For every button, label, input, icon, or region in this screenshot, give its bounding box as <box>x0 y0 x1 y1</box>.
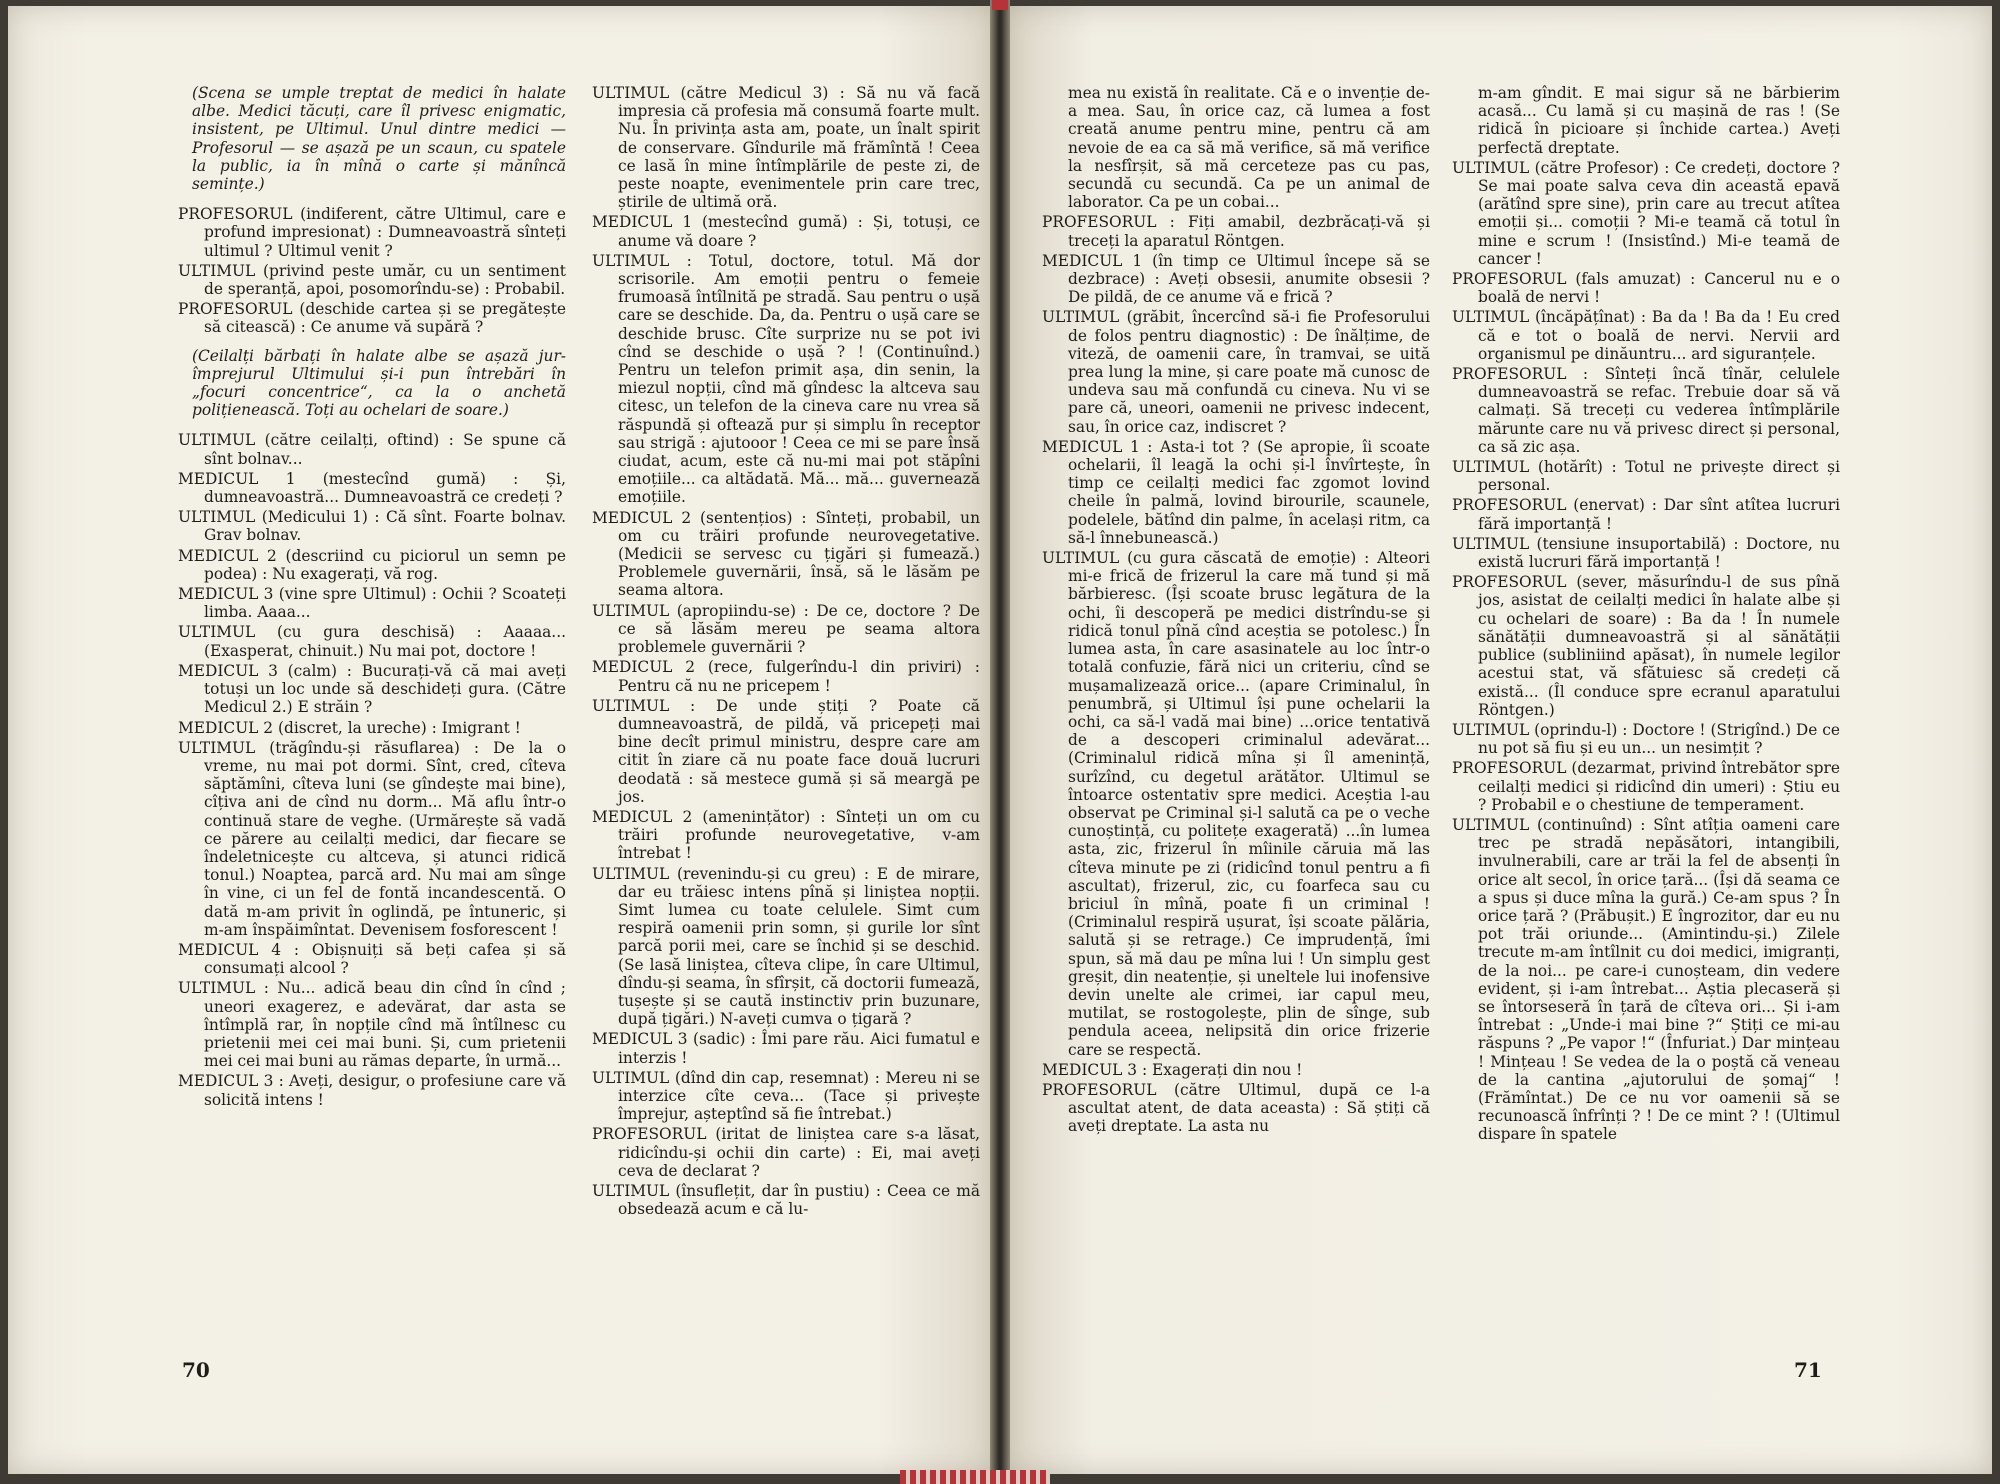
dialogue-line: ULTIMUL (cu gura deschisă) : Aaaaa... (Exasperat, chinuit.) Nu mai pot, doctore ! <box>178 623 566 660</box>
dialogue-line: PROFESORUL (dezarmat, privind întrebător spre ceilalți medici și ridicînd din umeri) : Știu eu ? Probabil e o chestiune de temperament. <box>1452 759 1840 814</box>
dialogue-line: ULTIMUL (către Medicul 3) : Să nu vă facă impresia că profesia mă consumă foarte mult. Nu. În privința asta am, poate, un înalt spirit de conservare. Gîndurile mă frămîntă ! Ceea ce lasă în mine întîmplările de peste zi, de peste noapte, evenimentele prin care trec, știrile de ultimă oră. <box>592 84 980 212</box>
dialogue-line: PROFESORUL (fals amuzat) : Cancerul nu e o boală de nervi ! <box>1452 270 1840 307</box>
dialogue-line: MEDICUL 2 (descriind cu piciorul un semn pe podea) : Nu exagerați, vă rog. <box>178 546 566 583</box>
dialogue-line: PROFESORUL (deschide cartea și se pregătește să citească) : Ce anume vă supără ? <box>178 300 566 337</box>
dialogue-line: ULTIMUL (către Profesor) : Ce credeți, doctore ? Se mai poate salva ceva din această epavă (arătînd spre sine), prin care au trecut atîtea emoții și... comoții ? Mi-e teamă că totul în mine e scrum ! (Insistînd.) Mi-e teamă de cancer ! <box>1452 158 1840 268</box>
dialogue-line: mea nu există în realitate. Că e o invenție de-a mea. Sau, în orice caz, că lumea a fost creată anume pentru mine, pentru că am nevoie de ea ca să mă verifice, să mă verifice la nesfîrșit, să mă cerceteze pas cu pas, secundă cu secundă. Ca pe un animal de laborator. Ca pe un cobai... <box>1068 84 1430 212</box>
dialogue-line: ULTIMUL (oprindu-l) : Doctore ! (Strigînd.) De ce nu pot să fiu și eu un... un nesimțit ? <box>1452 720 1840 758</box>
headband-bottom <box>900 1470 1050 1484</box>
dialogue-line: PROFESORUL (sever, măsurîndu-l de sus pînă jos, asistat de ceilalți medici în halate albe și cu ochelari de soare) : Ba da ! În numele sănătății dumneavoastră și al sănătății publice (subliniind apăsat), în numele legilor acestui stat, vă sfătuiesc să credeți că există... (Îl conduce spre ecranul aparatului Röntgen.) <box>1452 573 1840 719</box>
dialogue-line: PROFESORUL : Fiți amabil, dezbrăcați-vă și treceți la aparatul Röntgen. <box>1042 213 1430 250</box>
dialogue-line: ULTIMUL (dînd din cap, resemnat) : Mereu ni se interzice cîte ceva... (Tace și privește împrejur, așteptînd să fie întrebat.) <box>592 1068 980 1124</box>
left-page <box>8 6 996 1474</box>
dialogue-line: MEDICUL 1 (în timp ce Ultimul începe să se dezbrace) : Aveți obsesii, anumite obsesii ? De pildă, de ce anume vă e frică ? <box>1042 251 1430 307</box>
page-number-left: 70 <box>182 1358 210 1382</box>
stage-direction: (Ceilalți bărbați în halate albe se așază jur-împrejurul Ultimului și-i pun întrebări în „focuri concentrice“, ca la o anchetă polițienească. Toți au ochelari de soare.) <box>192 346 566 420</box>
dialogue-line: ULTIMUL (încăpățînat) : Ba da ! Ba da ! Eu cred că e tot o boală de nervi. Nervii ard organismul pe dinăuntru... ard siguranțele. <box>1452 308 1840 363</box>
dialogue-line: MEDICUL 2 (sentențios) : Sînteți, probabil, un om cu trăiri profunde neurovegetative. (Medicii se servesc cu țigări și fumează.) Problemele guvernării, însă, să le lăsăm pe seama altora. <box>592 508 980 600</box>
dialogue-line: ULTIMUL (revenindu-și cu greu) : E de mirare, dar eu trăiesc intens pînă și liniștea nopții. Simt lumea cu toate celulele. Simt cum respiră oamenii prin somn, și gurile lor sînt parcă porii mei, care se închid și se deschid. (Se lasă liniștea, cîteva clipe, în care Ultimul, dîndu-și seama, în sfîrșit, că doctorii fumează, tușește și se caută instinctiv prin buzunare, după țigări.) N-aveți cumva o țigară ? <box>592 864 980 1029</box>
dialogue-line: m-am gîndit. E mai sigur să ne bărbierim acasă... Cu lamă și cu mașină de ras ! (Se ridică în picioare și închide cartea.) Aveți perfectă dreptate. <box>1478 84 1840 157</box>
dialogue-line: MEDICUL 2 (discret, la ureche) : Imigrant ! <box>178 718 521 737</box>
column-2 <box>592 84 980 1220</box>
dialogue-line: PROFESORUL (enervat) : Dar sînt atîtea lucruri fără importanță ! <box>1452 496 1840 533</box>
dialogue-line: PROFESORUL : Sînteți încă tînăr, celulele dumneavoastră se refac. Trebuie doar să vă calmați. Să treceți cu vederea întîmplările mărunte care nu vă privesc direct și personal, ca să zic așa. <box>1452 365 1840 456</box>
dialogue-line: MEDICUL 1 : Asta-i tot ? (Se apropie, îi scoate ochelarii, îl leagă la ochi și-l învîrtește, în timp ce ceilalți medici fac zgomot lovind cheile în palmă, lovind birourile, scaunele, podelele, bătînd din palme, în același ritm, ca să-l înnebunească.) <box>1042 437 1430 547</box>
dialogue-line: MEDICUL 1 (mestecînd gumă) : Și, totuși, ce anume vă doare ? <box>592 213 980 250</box>
column-4 <box>1452 84 1840 1146</box>
dialogue-line: MEDICUL 2 (amenințător) : Sînteți un om cu trăiri profunde neurovegetative, v-am întrebat ! <box>592 807 980 863</box>
dialogue-line: ULTIMUL : Nu... adică beau din cînd în cînd ; uneori exagerez, e adevărat, dar asta se întîmplă rar, în nopțile cînd mă întîlnesc cu prietenii mei cei mai buni. Și, cum prietenii mei cei mai buni au rămas departe, în urmă... <box>178 979 566 1071</box>
dialogue-line: ULTIMUL (Medicului 1) : Că sînt. Foarte bolnav. Grav bolnav. <box>178 508 566 545</box>
book-gutter <box>990 0 1010 1484</box>
dialogue-line: PROFESORUL (iritat de liniștea care s-a lăsat, ridicîndu-și ochii din carte) : Ei, mai aveți ceva de declarat ? <box>592 1125 980 1180</box>
dialogue-line: MEDICUL 3 (sadic) : Îmi pare rău. Aici fumatul e interzis ! <box>592 1030 980 1067</box>
dialogue-line: ULTIMUL (grăbit, încercînd să-i fie Profesorului de folos pentru diagnostic) : De înălțime, de viteză, de oamenii care, în tramvai, se uită prea lung la mine, și care poate mă cunosc de undeva sau mă confundă cu cineva. Nu vi se pare că, uneori, oamenii ne privesc indecent, sau, în orice caz, indiscret ? <box>1042 308 1430 436</box>
dialogue-line: ULTIMUL (privind peste umăr, cu un sentiment de speranță, apoi, posomorîndu-se) : Probabil. <box>178 261 566 299</box>
dialogue-line: ULTIMUL : Totul, doctore, totul. Mă dor scrisorile. Am emoții pentru o femeie frumoasă întîlnită pe stradă. Sau pentru o ușă care se deschide. Da, da. Pentru o ușă care se deschide brusc. Cîte surprize nu se pot ivi cînd se deschide o ușă ? ! (Continuînd.) Pentru un telefon primit așa, din senin, la miezul nopții, cînd mă gîndesc la altceva sau citesc, un telefon de la cineva care nu vrea să răspundă și oftează pur și simplu în receptor sau strigă : ajutooor ! Ceea ce mi se pare însă ciudat, acum, este că nu-mi mai pot stăpîni emoțiile... ca altădată. Mă... mă... guvernează emoțiile. <box>592 251 980 507</box>
column-3 <box>1042 84 1430 1138</box>
dialogue-line: MEDICUL 3 (calm) : Bucurați-vă că mai aveți totuși un loc unde să deschideți gura. (Către Medicul 2.) E străin ? <box>178 661 566 717</box>
column-1 <box>178 84 566 1111</box>
dialogue-line: ULTIMUL (apropiindu-se) : De ce, doctore ? De ce să lăsăm mereu pe seama altora problemele guvernării ? <box>592 601 980 657</box>
dialogue-line: ULTIMUL : De unde știți ? Poate că dumneavoastră, de pildă, vă pricepeți mai bine decît primul ministru, despre care am citit în ziare că nu poate face două lucruri deodată : să mestece gumă și să meargă pe jos. <box>592 696 980 806</box>
dialogue-line: ULTIMUL (trăgîndu-și răsuflarea) : De la o vreme, nu mai pot dormi. Sînt, cred, cîteva săptămîni, cîteva luni (se gîndește mai bine), cîțiva ani de cînd nu dorm... Mă aflu într-o continuă stare de veghe. (Urmărește să vadă ce părere au ceilalți medici, dar fiecare se îndeletnicește cu altceva, și atunci ridică tonul.) Noaptea, parcă ard. Nu mai am sînge în vine, ci un fel de fontă incandescentă. O dată m-am privit în oglindă, pe întuneric, și m-am înspăimîntat. Devenisem fosforescent ! <box>178 738 566 939</box>
dialogue-line: PROFESORUL (către Ultimul, după ce l-a ascultat atent, de data aceasta) : Să știți că aveți dreptate. La asta nu <box>1042 1080 1430 1136</box>
page-number-right: 71 <box>1794 1358 1822 1382</box>
bookmark-ribbon-top <box>992 0 1008 10</box>
dialogue-line: ULTIMUL (cu gura căscată de emoție) : Alteori mi-e frică de frizerul la care mă tund și mă bărbieresc. (Își scoate brusc legătura de la ochi, îi descoperă pe medici distrîndu-se și ridică tonul pînă cînd aceștia se potolesc.) În lumea asta, în care asasinatele au loc într-o totală confuzie, fără nici un criteriu, cînd se mușamalizează orice... (apare Criminalul, în penumbră, și Ultimul își pune ochelarii la ochi, ca să-l vadă mai bine) ...orice tentativă de a descoperi criminalul adevărat... (Criminalul ridică mîna și îl amenință, surîzînd, cu degetul arătător. Ultimul se întoarce ostentativ spre medici. Aceștia l-au observat pe Criminal și-l salută ca pe o veche cunoștință, cu politețe exagerată) ...în lumea asta, zic, frizerul în mîinile căruia mă las cîteva minute pe zi (ridicînd tonul pentru a fi ascultat), frizerul, zic, cu foarfeca sau cu briciul în mînă, poate fi un criminal ! (Criminalul respiră ușurat, își scoate pălăria, salută și se retrage.) Ce imprudență, îmi spun, să mă dau pe mîna lui ! Un simplu gest greșit, din neatenție, și uneltele lui inofensive devin unelte ale crimei, iar capul meu, mutilat, se rostogolește, plin de sînge, sub pendula aceea, nelipsită din orice frizerie care se respectă. <box>1042 549 1430 1059</box>
dialogue-line: MEDICUL 3 : Exagerați din nou ! <box>1042 1060 1303 1079</box>
dialogue-line: ULTIMUL (către ceilalți, oftind) : Se spune că sînt bolnav... <box>178 431 566 468</box>
dialogue-line: ULTIMUL (continuînd) : Sînt atîția oameni care trec pe stradă nepăsători, intangibili, invulnerabili, care ar trăi la fel de absenți în orice alt secol, în orice țară... (Își dă seama ce a spus și duce mîna la gură.) Ce-am spus ? În orice țară ? (Prăbușit.) E îngrozitor, dar eu nu pot trăi oriunde... (Amintindu-și.) Zilele trecute m-am întîlnit cu doi medici, imigranți, de la noi... pe care-i cunoșteam, din vedere evident, și i-am întrebat... Aștia plecaseră și se întorseseră în țară de cîteva ori... Și i-am întrebat : „Unde-i mai bine ?“ Știți ce mi-au răspuns ? „Pe vapor !“ (Înfuriat.) Dar mințeau ! Mințeau ! Se vedea de la o poștă că veneau de la cantina „ajutorului de șomaj“ ! (Frămîntat.) De ce nu vor oamenii să se recunoască înfrînți ? ! De ce mint ? ! (Ultimul dispare în spatele <box>1452 815 1840 1144</box>
dialogue-line: PROFESORUL (indiferent, către Ultimul, care e profund impresionat) : Dumneavoastră sînteți ultimul ? Ultimul venit ? <box>178 205 566 260</box>
right-page <box>1004 6 1992 1474</box>
dialogue-line: ULTIMUL (tensiune insuportabilă) : Doctore, nu există lucruri fără importanță ! <box>1452 534 1840 572</box>
stage-direction: (Scena se umple treptat de medici în halate albe. Medici tăcuți, care îl privesc enigmatic, insistent, pe Ultimul. Unul dintre medici — Profesorul — se așază pe un scaun, cu spatele la public, ia în mînă o carte și mănîncă semințe.) <box>192 84 566 194</box>
dialogue-line: MEDICUL 4 : Obișnuiți să beți cafea și să consumați alcool ? <box>178 940 566 978</box>
dialogue-line: ULTIMUL (hotărît) : Totul ne privește direct și personal. <box>1452 458 1840 495</box>
dialogue-line: MEDICUL 3 (vine spre Ultimul) : Ochii ? Scoateți limba. Aaaa... <box>178 585 566 622</box>
dialogue-line: MEDICUL 1 (mestecînd gumă) : Și, dumneavoastră... Dumneavoastră ce credeți ? <box>178 469 566 507</box>
dialogue-line: MEDICUL 2 (rece, fulgerîndu-l din priviri) : Pentru că nu ne pricepem ! <box>592 658 980 695</box>
dialogue-line: ULTIMUL (însuflețit, dar în pustiu) : Ceea ce mă obsedează acum e că lu- <box>592 1181 980 1219</box>
dialogue-line: MEDICUL 3 : Aveți, desigur, o profesiune care vă solicită intens ! <box>178 1072 566 1109</box>
